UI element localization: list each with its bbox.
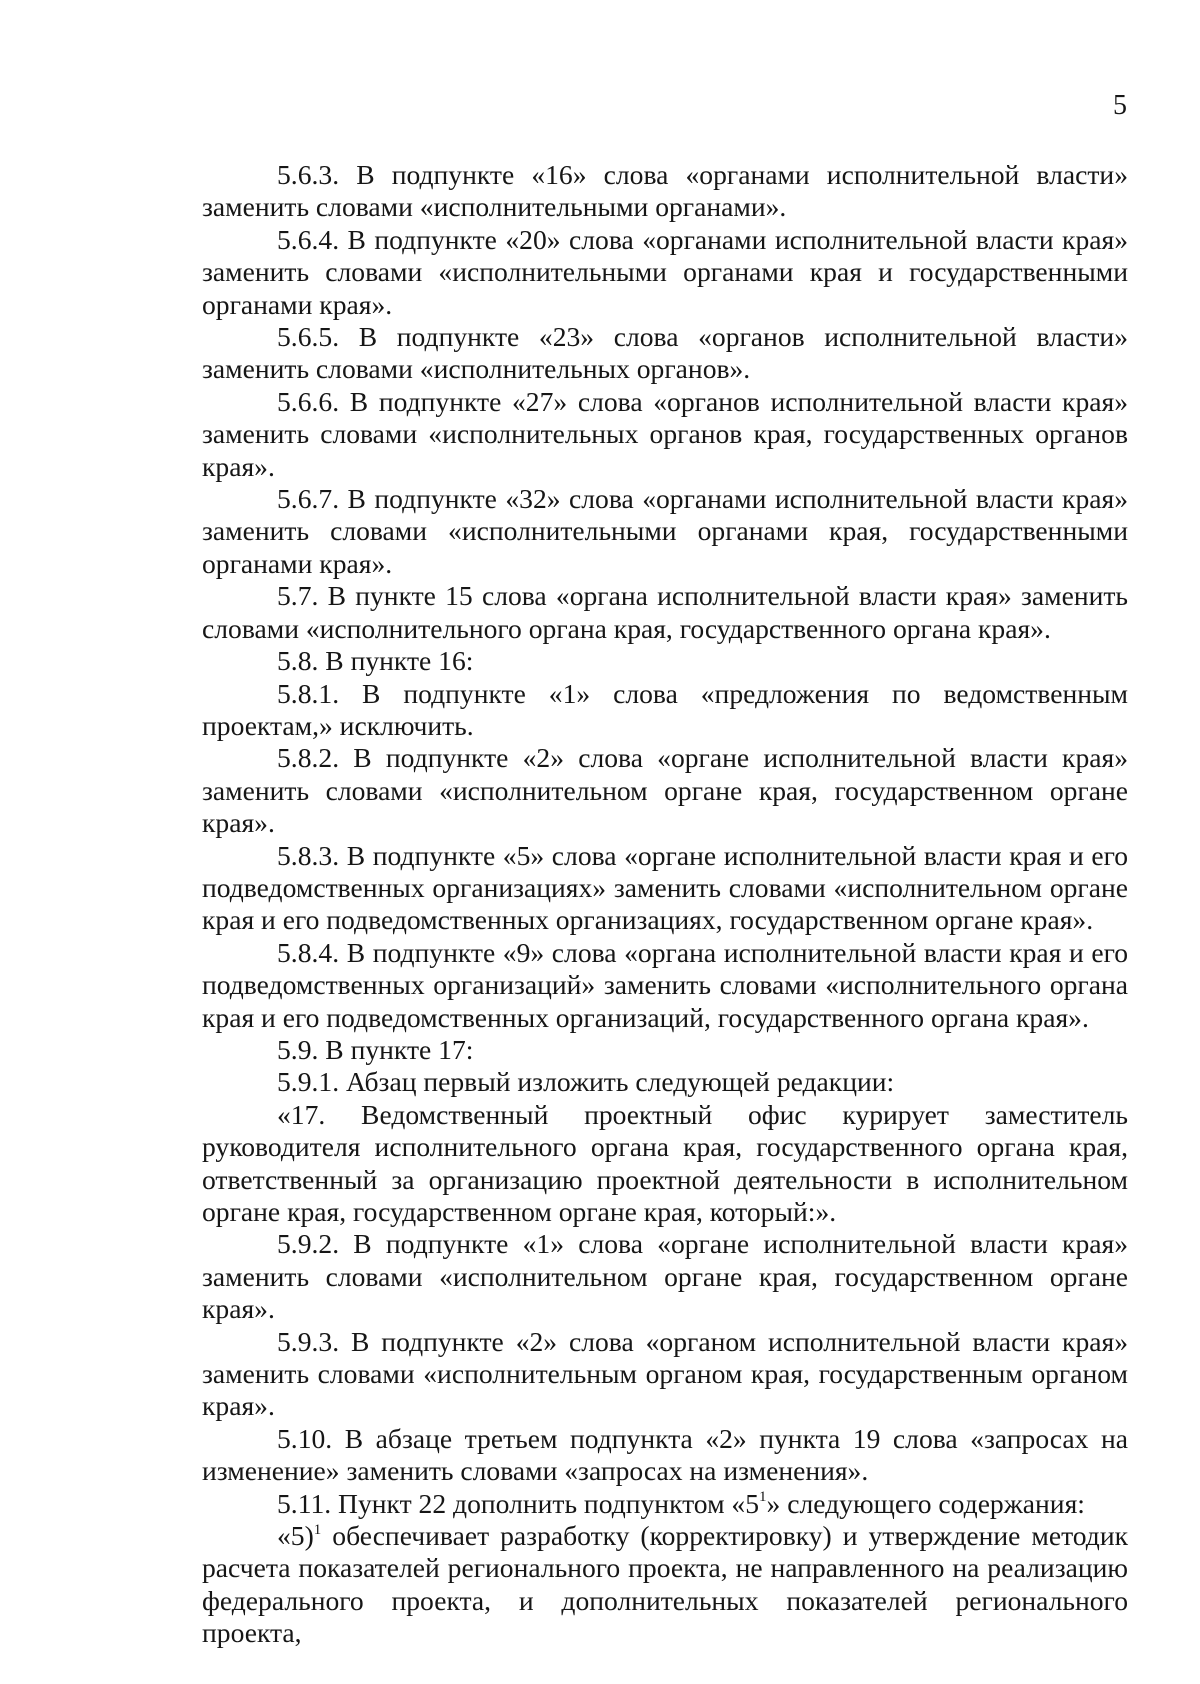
paragraph-5-8-1: 5.8.1. В подпункте «1» слова «предложения по ведомственным проектам,» исключить. [202, 677, 1128, 741]
paragraph-5-7: 5.7. В пункте 15 слова «органа исполнительной власти края» заменить словами «исполнительного органа края, государственного органа края». [202, 580, 1128, 644]
page-number: 5 [1113, 90, 1127, 121]
item-5-1-number: «5) [277, 1520, 314, 1552]
paragraph-5-10: 5.10. В абзаце третьем подпункта «2» пункта 19 слова «запросах на изменение» заменить словами «запросах на изменения». [202, 1422, 1128, 1487]
superscript-mark: 1 [313, 1521, 322, 1538]
paragraph-5-9-3: 5.9.3. В подпункте «2» слова «органом исполнительной власти края» заменить словами «исполнительным органом края, государственным органом края». [202, 1325, 1128, 1422]
paragraph-5-8-3: 5.8.3. В подпункте «5» слова «органе исполнительной власти края и его подведомственных организациях» заменить словами «исполнительном органе края и его подведомственных организациях, государственном органе края». [202, 839, 1128, 936]
paragraph-5-6-3: 5.6.3. В подпункте «16» слова «органами исполнительной власти» заменить словами «исполнительными органами». [202, 159, 1128, 223]
document-body [202, 159, 1128, 1650]
paragraph-5-8-2: 5.8.2. В подпункте «2» слова «органе исполнительной власти края» заменить словами «исполнительном органе края, государственном органе края». [202, 742, 1128, 839]
paragraph-5-9-1: 5.9.1. Абзац первый изложить следующей редакции: [277, 1066, 895, 1098]
item-5-1-text: обеспечивает разработку (корректировку) и утверждение методик расчета показателей регионального проекта, не направленного на реализацию федерального проекта, и дополнительных показателей регионального проекта, [202, 1520, 1128, 1649]
paragraph-5-9-2: 5.9.2. В подпункте «1» слова «органе исполнительной власти края» заменить словами «исполнительном органе края, государственном органе края». [202, 1228, 1128, 1325]
superscript-mark: 1 [759, 1489, 767, 1506]
paragraph-5-9: 5.9. В пункте 17: [277, 1033, 474, 1065]
paragraph-5-6-4: 5.6.4. В подпункте «20» слова «органами исполнительной власти края» заменить словами «исполнительными органами края и государственными органами края». [202, 223, 1128, 320]
paragraph-5-6-6: 5.6.6. В подпункте «27» слова «органов исполнительной власти края» заменить словами «исполнительных органов края, государственных органов края». [202, 385, 1128, 482]
paragraph-item-17-quote: «17. Ведомственный проектный офис курирует заместитель руководителя исполнительного органа края, государственного органа края, ответственный за организацию проектной деятельности в исполнительном органе края, государственном органе края, который:». [202, 1098, 1128, 1227]
paragraph-5-8-4: 5.8.4. В подпункте «9» слова «органа исполнительной власти края и его подведомственных организаций» заменить словами «исполнительного органа края и его подведомственных организаций, государственного органа края». [202, 936, 1128, 1033]
paragraph-5-11-text-start: 5.11. Пункт 22 дополнить подпунктом «5 [277, 1487, 760, 1519]
paragraph-item-5-1 [202, 1520, 1128, 1650]
paragraph-5-11 [202, 1488, 1128, 1520]
paragraph-5-6-5: 5.6.5. В подпункте «23» слова «органов исполнительной власти» заменить словами «исполнительных органов». [202, 321, 1128, 385]
paragraph-5-6-7: 5.6.7. В подпункте «32» слова «органами исполнительной власти края» заменить словами «исполнительными органами края, государственными органами края». [202, 483, 1128, 579]
paragraph-5-11-text-end: » следующего содержания: [766, 1487, 1085, 1519]
paragraph-5-8: 5.8. В пункте 16: [277, 645, 474, 677]
